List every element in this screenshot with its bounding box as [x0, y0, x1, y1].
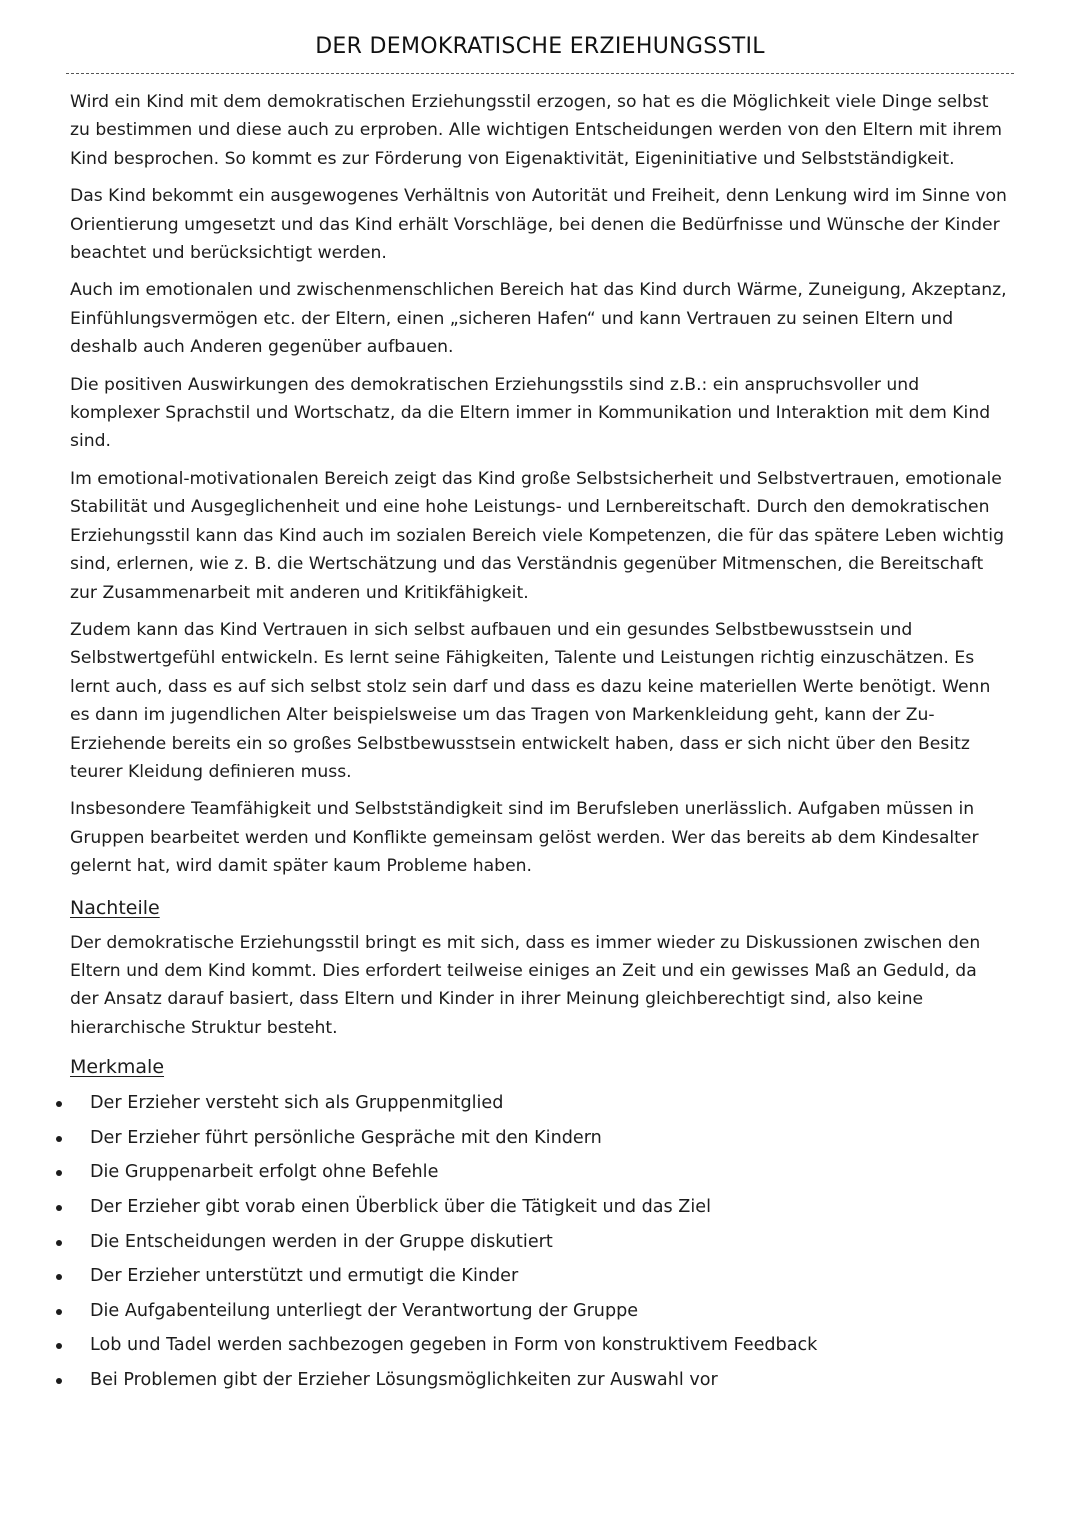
paragraph-7: Insbesondere Teamfähigkeit und Selbstständigkeit sind im Berufsleben unerlässlich. Aufgaben müssen in Gruppen bearbeitet werden und Konflikte gemeinsam gelöst werden. Wer das bereits ab dem Kindesalter gelernt hat, wird damit später kaum Probleme haben.: [70, 799, 979, 877]
nachteile-paragraph: Der demokratische Erziehungsstil bringt es mit sich, dass es immer wieder zu Diskussionen zwischen den Eltern und dem Kind kommt. Dies erfordert teilweise einiges an Zeit und ein gewisses Maß an Geduld, da der Ansatz darauf basiert, dass Eltern und Kinder in ihrer Meinung gleichberechtigt sind, also keine hierarchische Struktur besteht.: [70, 932, 981, 1038]
list-item-text: Die Aufgabenteilung unterliegt der Verantwortung der Gruppe: [90, 1300, 639, 1321]
title-divider: [66, 73, 1014, 74]
list-item: [56, 1294, 996, 1329]
list-item: [56, 1121, 996, 1156]
bullet-icon: [56, 1170, 62, 1176]
list-item: [56, 1259, 996, 1294]
list-item-text: Die Gruppenarbeit erfolgt ohne Befehle: [90, 1162, 439, 1183]
paragraph-2: Das Kind bekommt ein ausgewogenes Verhältnis von Autorität und Freiheit, denn Lenkung wird im Sinne von Orientierung umgesetzt und das Kind erhält Vorschläge, bei denen die Bedürfnisse und Wünsche der Kinder beachtet und berücksichtigt werden.: [70, 186, 1007, 264]
page-title: DER DEMOKRATISCHE ERZIEHUNGSSTIL: [315, 34, 765, 59]
bullet-icon: [56, 1101, 62, 1107]
bullet-icon: [56, 1240, 62, 1246]
bullet-icon: [56, 1343, 62, 1349]
list-item-text: Bei Problemen gibt der Erzieher Lösungsmöglichkeiten zur Auswahl vor: [90, 1369, 718, 1390]
bullet-icon: [56, 1309, 62, 1315]
bullet-icon: [56, 1205, 62, 1211]
bullet-icon: [56, 1378, 62, 1384]
paragraph-5: Im emotional-motivationalen Bereich zeigt das Kind große Selbstsicherheit und Selbstvertrauen, emotionale Stabilität und Ausgeglichenheit und eine hohe Leistungs- und Lernbereitschaft. Durch den demokratischen Erziehungsstil kann das Kind auch im sozialen Bereich viele Kompetenzen, die für das spätere Leben wichtig sind, erlernen, wie z. B. die Wertschätzung und das Verständnis gegenüber Mitmenschen, die Bereitschaft zur Zusammenarbeit mit anderen und Kritikfähigkeit.: [70, 468, 1004, 603]
list-item-text: Der Erzieher führt persönliche Gespräche mit den Kindern: [90, 1127, 602, 1148]
nachteile-heading: Nachteile: [70, 896, 160, 919]
paragraph-1: Wird ein Kind mit dem demokratischen Erziehungsstil erzogen, so hat es die Möglichkeit viele Dinge selbst zu bestimmen und diese auch zu erproben. Alle wichtigen Entscheidungen werden von den Eltern mit ihrem Kind besprochen. So kommt es zur Förderung von Eigenaktivität, Eigeninitiative und Selbstständigkeit.: [70, 92, 1002, 169]
list-item: [56, 1225, 996, 1260]
list-item: [56, 1155, 996, 1190]
list-item-text: Lob und Tadel werden sachbezogen gegeben in Form von konstruktivem Feedback: [90, 1335, 818, 1356]
bullet-icon: [56, 1274, 62, 1280]
list-item-text: Der Erzieher gibt vorab einen Überblick über die Tätigkeit und das Ziel: [90, 1196, 711, 1217]
bullet-icon: [56, 1136, 62, 1142]
list-item-text: Die Entscheidungen werden in der Gruppe diskutiert: [90, 1231, 553, 1252]
list-item: [56, 1190, 996, 1225]
list-item: [56, 1363, 996, 1398]
paragraph-3: Auch im emotionalen und zwischenmenschlichen Bereich hat das Kind durch Wärme, Zuneigung, Akzeptanz, Einfühlungsvermögen etc. der Eltern, einen „sicheren Hafen“ und kann Vertrauen zu seinen Eltern und deshalb auch Anderen gegenüber aufbauen.: [70, 280, 1007, 358]
list-item-text: Der Erzieher versteht sich als Gruppenmitglied: [90, 1093, 504, 1114]
merkmale-heading: Merkmale: [70, 1056, 165, 1079]
paragraph-4: Die positiven Auswirkungen des demokratischen Erziehungsstils sind z.B.: ein anspruchsvoller und komplexer Sprachstil und Wortschatz, da die Eltern immer in Kommunikation und Interaktion mit dem Kind sind.: [70, 374, 991, 452]
document-body: [70, 88, 1010, 1398]
merkmale-list: [56, 1086, 996, 1397]
list-item: [56, 1328, 996, 1363]
list-item-text: Der Erzieher unterstützt und ermutigt die Kinder: [90, 1266, 519, 1287]
paragraph-6: Zudem kann das Kind Vertrauen in sich selbst aufbauen und ein gesundes Selbstbewusstsein und Selbstwertgefühl entwickeln. Es lernt seine Fähigkeiten, Talente und Leistungen richtig einzuschätzen. Es lernt auch, dass es auf sich selbst stolz sein darf und dass es dazu keine materiellen Werte benötigt. Wenn es dann im jugendlichen Alter beispielsweise um das Tragen von Markenkleidung geht, kann der Zu-Erziehende bereits ein so großes Selbstbewusstsein entwickelt haben, dass er sich nicht über den Besitz teurer Kleidung definieren muss.: [70, 619, 991, 782]
list-item: [56, 1086, 996, 1121]
